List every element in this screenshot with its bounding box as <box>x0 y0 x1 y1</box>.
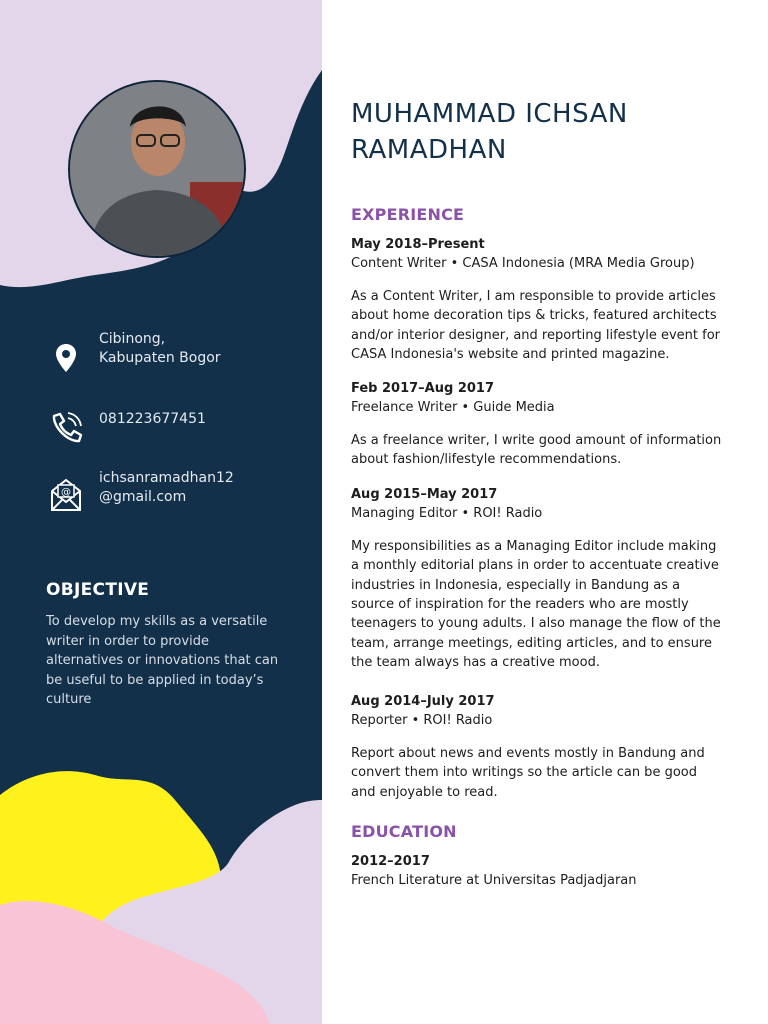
objective-text: To develop my skills as a versatile writer in order to provide alternatives or innovations that can be useful to be applied in today’s culture <box>46 614 279 707</box>
person-name: MUHAMMAD ICHSAN RAMADHAN <box>351 99 628 165</box>
entry-description: Report about news and events mostly in Bandung and convert them into writings so the article can be good and enjoyable to read. <box>351 745 705 800</box>
svg-text:@: @ <box>61 487 71 498</box>
experience-entry <box>351 692 723 802</box>
entry-date: Feb 2017–Aug 2017 <box>351 381 495 396</box>
phone-icon <box>48 410 84 446</box>
entry-date: May 2018–Present <box>351 237 485 252</box>
experience-heading: EXPERIENCE <box>351 205 465 224</box>
location-text: Cibinong, Kabupaten Bogor <box>99 331 221 366</box>
education-heading: EDUCATION <box>351 822 457 841</box>
education-entry <box>351 852 723 891</box>
entry-role: Freelance Writer • Guide Media <box>351 400 555 416</box>
location-pin-icon <box>48 340 84 376</box>
experience-entry <box>351 235 723 364</box>
entry-role: Content Writer • CASA Indonesia (MRA Media Group) <box>351 256 695 272</box>
entry-role: Reporter • ROI! Radio <box>351 713 493 729</box>
entry-date: 2012–2017 <box>351 854 430 869</box>
email-icon <box>48 477 84 513</box>
phone-text[interactable]: 081223677451 <box>99 411 206 427</box>
email-text[interactable]: ichsanramadhan12 @gmail.com <box>99 470 234 505</box>
experience-entry <box>351 485 723 673</box>
entry-description: As a Content Writer, I am responsible to provide articles about home decoration tips & tricks, featured architects and/or interior designer, and reporting lifestyle event for CASA Indonesia's website and printed magazine. <box>351 288 721 363</box>
entry-role: French Literature at Universitas Padjadjaran <box>351 873 637 889</box>
objective-heading: OBJECTIVE <box>46 580 150 600</box>
entry-date: Aug 2015–May 2017 <box>351 487 498 502</box>
profile-photo <box>68 80 246 258</box>
sidebar <box>0 0 322 1024</box>
entry-date: Aug 2014–July 2017 <box>351 694 495 709</box>
experience-entry <box>351 379 723 470</box>
entry-description: As a freelance writer, I write good amount of information about fashion/lifestyle recommendations. <box>351 432 722 468</box>
entry-description: My responsibilities as a Managing Editor include making a monthly editorial plans in order to accentuate creative industries in Indonesia, especially in Bandung as a source of inspiration for the readers who are mostly teenagers to young adults. I also manage the flow of the team, arrange meetings, editing articles, and to ensure the team always has a creative mood. <box>351 538 721 671</box>
entry-role: Managing Editor • ROI! Radio <box>351 506 543 522</box>
